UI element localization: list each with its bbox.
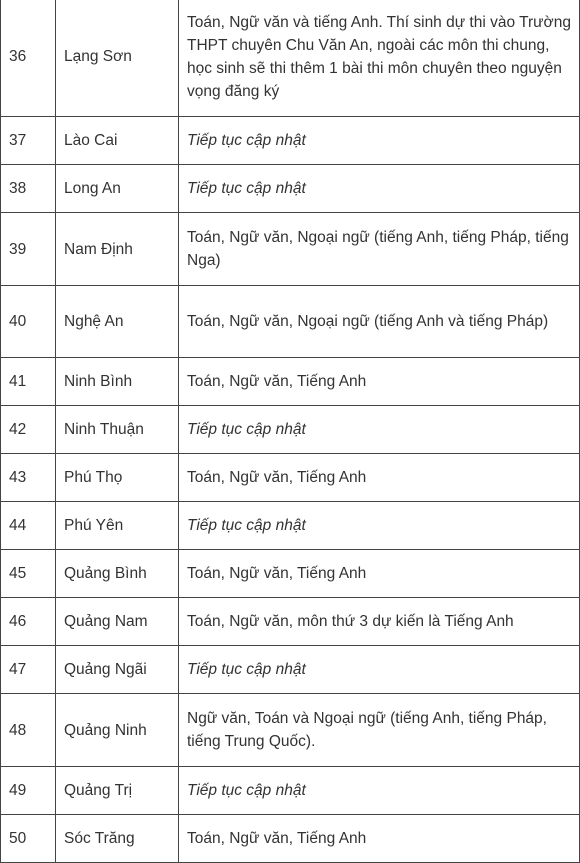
exam-subjects: Tiếp tục cập nhật (179, 767, 580, 815)
table-row (1, 165, 580, 213)
exam-subjects: Tiếp tục cập nhật (179, 502, 580, 550)
exam-subjects: Toán, Ngữ văn, Ngoại ngữ (tiếng Anh, tiếng Pháp, tiếng Nga) (179, 213, 580, 286)
row-number: 47 (1, 646, 56, 694)
table-row (1, 550, 580, 598)
province-name: Nghệ An (56, 286, 179, 358)
table-row (1, 213, 580, 286)
row-number: 43 (1, 454, 56, 502)
row-number: 38 (1, 165, 56, 213)
province-name: Quảng Ngãi (56, 646, 179, 694)
province-name: Ninh Bình (56, 358, 179, 406)
row-number: 37 (1, 117, 56, 165)
exam-subjects: Toán, Ngữ văn, Tiếng Anh (179, 454, 580, 502)
row-number: 45 (1, 550, 56, 598)
province-name: Nam Định (56, 213, 179, 286)
table-row (1, 694, 580, 767)
province-name: Phú Yên (56, 502, 179, 550)
table-row (1, 646, 580, 694)
table-row (1, 406, 580, 454)
row-number: 40 (1, 286, 56, 358)
row-number: 49 (1, 767, 56, 815)
province-name: Long An (56, 165, 179, 213)
row-number: 48 (1, 694, 56, 767)
exam-subjects: Toán, Ngữ văn và tiếng Anh. Thí sinh dự thi vào Trường THPT chuyên Chu Văn An, ngoài các môn thi chung, học sinh sẽ thi thêm 1 bài thi môn chuyên theo nguyện vọng đăng ký (179, 0, 580, 117)
exam-subjects: Tiếp tục cập nhật (179, 117, 580, 165)
table-row (1, 358, 580, 406)
province-name: Lào Cai (56, 117, 179, 165)
row-number: 36 (1, 0, 56, 117)
table-row (1, 815, 580, 863)
row-number: 44 (1, 502, 56, 550)
row-number: 46 (1, 598, 56, 646)
exam-subjects: Tiếp tục cập nhật (179, 165, 580, 213)
row-number: 41 (1, 358, 56, 406)
province-name: Phú Thọ (56, 454, 179, 502)
province-name: Quảng Ninh (56, 694, 179, 767)
exam-subjects: Ngữ văn, Toán và Ngoại ngữ (tiếng Anh, tiếng Pháp, tiếng Trung Quốc). (179, 694, 580, 767)
province-name: Lạng Sơn (56, 0, 179, 117)
province-name: Sóc Trăng (56, 815, 179, 863)
table-row (1, 0, 580, 117)
exam-subjects: Tiếp tục cập nhật (179, 406, 580, 454)
province-name: Quảng Trị (56, 767, 179, 815)
table-row (1, 502, 580, 550)
province-name: Ninh Thuận (56, 406, 179, 454)
table-row (1, 286, 580, 358)
table-row (1, 454, 580, 502)
exam-subjects: Toán, Ngữ văn, Ngoại ngữ (tiếng Anh và tiếng Pháp) (179, 286, 580, 358)
table-row (1, 117, 580, 165)
exam-subjects: Toán, Ngữ văn, Tiếng Anh (179, 815, 580, 863)
row-number: 42 (1, 406, 56, 454)
exam-subjects: Toán, Ngữ văn, Tiếng Anh (179, 358, 580, 406)
table-row (1, 598, 580, 646)
exam-subjects: Tiếp tục cập nhật (179, 646, 580, 694)
exam-subjects: Toán, Ngữ văn, Tiếng Anh (179, 550, 580, 598)
exam-subjects: Toán, Ngữ văn, môn thứ 3 dự kiến là Tiếng Anh (179, 598, 580, 646)
province-name: Quảng Nam (56, 598, 179, 646)
row-number: 50 (1, 815, 56, 863)
table-row (1, 767, 580, 815)
row-number: 39 (1, 213, 56, 286)
province-name: Quảng Bình (56, 550, 179, 598)
